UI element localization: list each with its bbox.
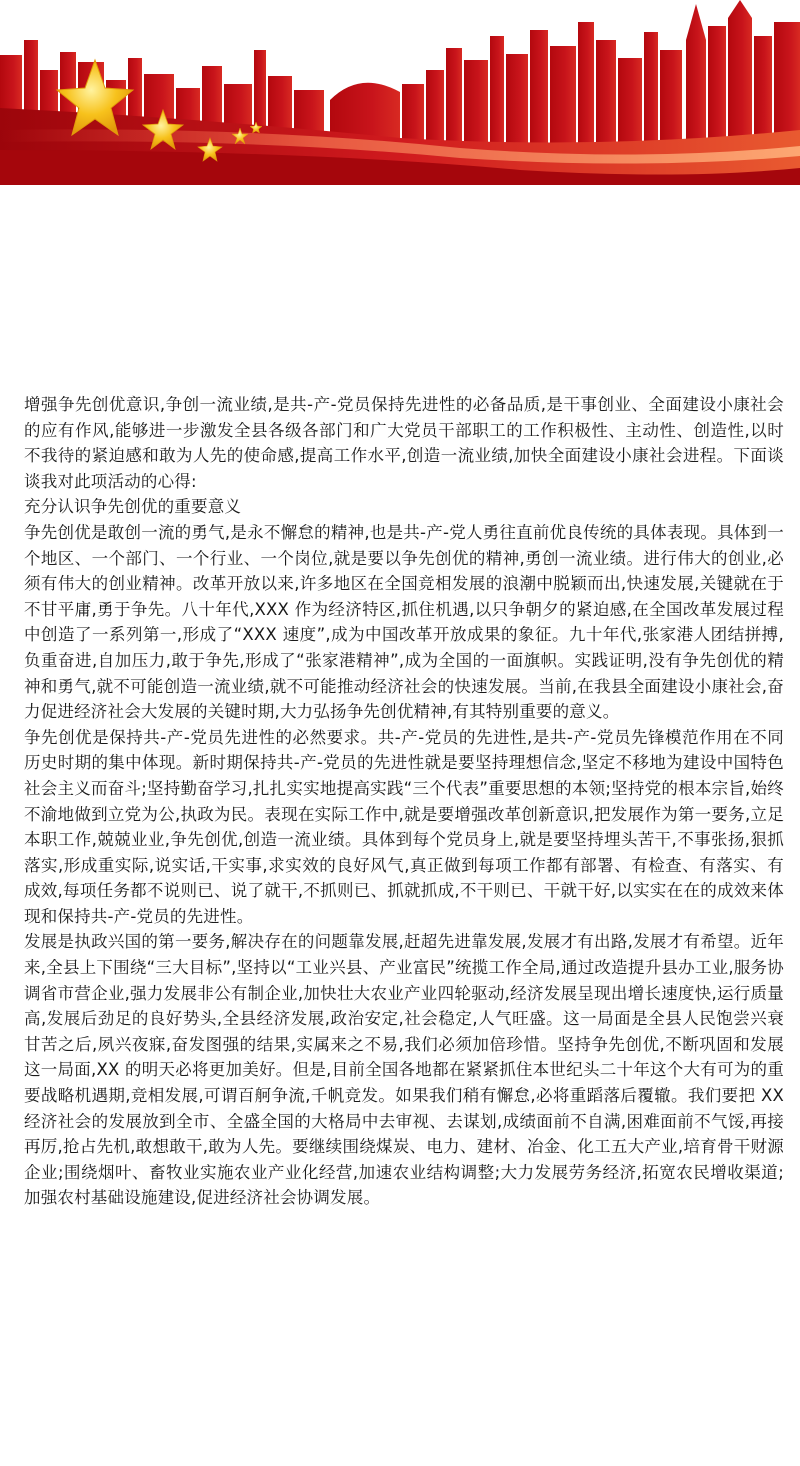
section-heading: 充分认识争先创优的重要意义 — [24, 497, 242, 517]
article-body — [24, 392, 784, 1211]
intro-paragraph: 增强争先创优意识,争创一流业绩,是共-产-党员保持先进性的必备品质,是干事创业、全面建设小康社会的应有作风,能够进一步激发全县各级各部门和广大党员干部职工的工作积极性、主动性、创造性,以时不我待的紧迫感和敢为人先的使命感,提高工作水平,创造一流业绩,加快全面建设小康社会进程。下面谈谈我对此项活动的心得: — [24, 395, 784, 491]
banner-graphic — [0, 0, 800, 185]
body-paragraph: 争先创优是保持共-产-党员先进性的必然要求。共-产-党员的先进性,是共-产-党员先锋模范作用在不同历史时期的集中体现。新时期保持共-产-党员的先进性就是要坚持理想信念,坚定不移地为建设中国特色社会主义而奋斗;坚持勤奋学习,扎扎实实地提高实践“三个代表”重要思想的本领;坚持党的根本宗旨,始终不渝地做到立党为公,执政为民。表现在实际工作中,就是要增强改革创新意识,把发展作为第一要务,立足本职工作,兢兢业业,争先创优,创造一流业绩。具体到每个党员身上,就是要坚持埋头苦干,不事张扬,狠抓落实,形成重实际,说实话,干实事,求实效的良好风气,真正做到每项工作都有部署、有检查、有落实、有成效,每项任务都不说则已、说了就干,不抓则已、抓就抓成,不干则已、干就干好,以实实在在的成效来体现和保持共-产-党员的先进性。 — [24, 727, 784, 926]
header-banner — [0, 0, 800, 185]
body-paragraph: 争先创优是敢创一流的勇气,是永不懈怠的精神,也是共-产-党人勇往直前优良传统的具体表现。具体到一个地区、一个部门、一个行业、一个岗位,就是要以争先创优的精神,勇创一流业绩。进行伟大的创业,必须有伟大的创业精神。改革开放以来,许多地区在全国竞相发展的浪潮中脱颖而出,快速发展,关键就在于不甘平庸,勇于争先。八十年代,XXX 作为经济特区,抓住机遇,以只争朝夕的紧迫感,在全国改革发展过程中创造了一系列第一,形成了“XXX 速度”,成为中国改革开放成果的象征。九十年代,张家港人团结拼搏,负重奋进,自加压力,敢于争先,形成了“张家港精神”,成为全国的一面旗帜。实践证明,没有争先创优的精神和勇气,就不可能创造一流业绩,就不可能推动经济社会的快速发展。当前,在我县全面建设小康社会,奋力促进经济社会大发展的关键时期,大力弘扬争先创优精神,有其特别重要的意义。 — [24, 522, 784, 722]
body-paragraph: 发展是执政兴国的第一要务,解决存在的问题靠发展,赶超先进靠发展,发展才有出路,发展才有希望。近年来,全县上下围绕“三大目标”,坚持以“工业兴县、产业富民”统揽工作全局,通过改造提升县办工业,服务协调省市营企业,强力发展非公有制企业,加快壮大农业产业四轮驱动,经济发展呈现出增长速度快,运行质量高,发展后劲足的良好势头,全县经济发展,政治安定,社会稳定,人气旺盛。这一局面是全县人民饱尝兴衰甘苦之后,夙兴夜寐,奋发图强的结果,实属来之不易,我们必须加倍珍惜。坚持争先创优,不断巩固和发展这一局面,XX 的明天必将更加美好。但是,目前全国各地都在紧紧抓住本世纪头二十年这个大有可为的重要战略机遇期,竞相发展,可谓百舸争流,千帆竞发。如果我们稍有懈怠,必将重蹈落后覆辙。我们要把 XX 经济社会的发展放到全市、全盛全国的大格局中去审视、去谋划,成绩面前不自满,困难面前不气馁,再接再厉,抢占先机,敢想敢干,敢为人先。要继续围绕煤炭、电力、建材、冶金、化工五大产业,培育骨干财源企业;围绕烟叶、畜牧业实施农业产业化经营,加速农业结构调整;大力发展劳务经济,拓宽农民增收渠道;加强农村基础设施建设,促进经济社会协调发展。 — [24, 932, 784, 1208]
